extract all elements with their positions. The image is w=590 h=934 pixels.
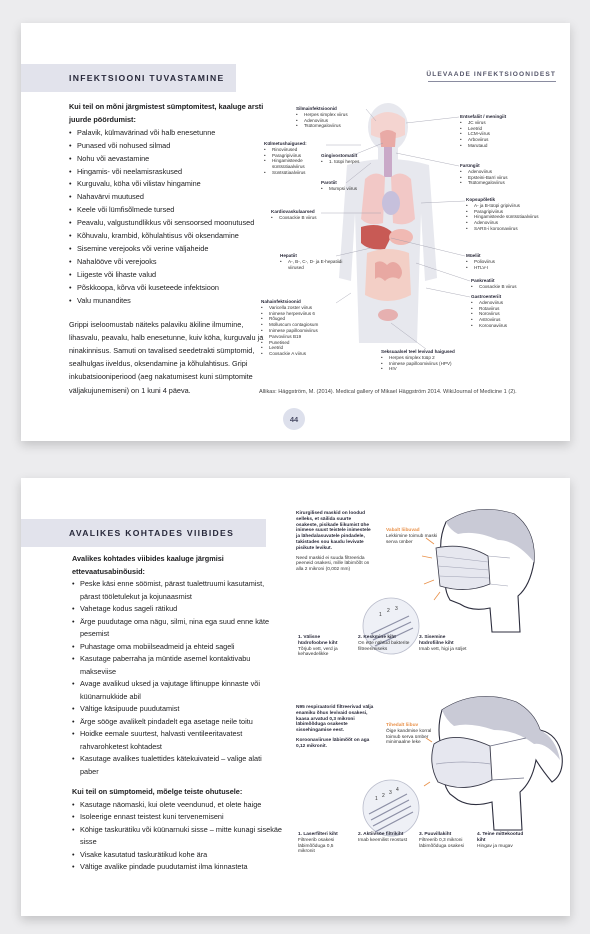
- mask-layer: [419, 635, 471, 652]
- list-item: • Rinoviirused: [264, 147, 332, 153]
- list-item: • Puhastage oma mobiilseadmeid ja ehteid sageli: [72, 641, 282, 654]
- section-title-band: [21, 519, 266, 547]
- page-45: [21, 478, 570, 916]
- list-item: • Hingamisteede süntsütiaalviirus: [264, 158, 332, 170]
- list-item: • Tsütomegaloviirus: [460, 180, 540, 186]
- loose-label: Vabalt liibuvad: [386, 528, 420, 533]
- n95-mask-illustration: [406, 690, 566, 840]
- label-list: [296, 112, 366, 129]
- list-item: • Nohu või aevastamine: [69, 153, 264, 166]
- list-item: • Coxsackie B viirus: [271, 215, 336, 221]
- list-item: • Varicella zoster viirus: [261, 305, 336, 311]
- label-list: [261, 305, 336, 357]
- svg-text:4: 4: [396, 787, 399, 793]
- list-item: • Herpes simplex tüüp 2: [381, 355, 476, 361]
- mask-layer: [358, 635, 410, 652]
- list-item: • Hingamisteede süntsütiaalviirus: [466, 214, 546, 220]
- mask-layer: [358, 832, 410, 844]
- n95-desc: N95 respiraatorid filtreerivad välja enamiku õhus levivaid osakesi, kaasa arvatud 0,3 mikroni läbimõõduga osakeste sissehingamise eest.: [296, 705, 374, 734]
- label-myelitis: [466, 253, 536, 270]
- label-title: Nahainfektsioonid: [261, 299, 301, 304]
- list-item: • Adenoviirus: [466, 220, 546, 226]
- sick-list: [72, 799, 282, 874]
- label-title: Kopsupõletik: [466, 197, 496, 202]
- list-item: • Mumpsi viirus: [321, 186, 371, 192]
- list-item: • Peske käsi enne söömist, pärast tualettruumi kasutamist, pärast tööletulekut ja kojunaasmist: [72, 578, 282, 603]
- label-title: Kardiovaskulaarsed: [271, 209, 315, 214]
- layer-title: 1. Välisne hüdrofoobne kiht: [298, 635, 338, 646]
- list-item: • Kasutage näomaski, kui olete veendunud, et olete haige: [72, 799, 282, 812]
- overview-rule: [428, 81, 556, 82]
- list-item: • LCM-viirus: [460, 131, 540, 137]
- layer-desc: Imab keemilist reostust: [358, 837, 408, 843]
- list-item: • Nahavärvi muutused: [69, 191, 264, 204]
- surgical-text2: Need maskid ei suuda filtreerida peeneid osakesi, mille läbimõõt on alla 2 mikroni (0,002 mm): [296, 555, 370, 573]
- list-item: • Molluscum contagiosum: [261, 322, 336, 328]
- list-item: • Paragripiviirus: [466, 209, 546, 215]
- list-item: • Inimese papilloomiviirus: [261, 328, 336, 334]
- list-item: • Coxsackie A viirus: [261, 351, 336, 357]
- list-item: • Valu munandites: [69, 295, 264, 308]
- symptoms-block: [69, 101, 264, 397]
- label-title: Gastroenteriit: [471, 294, 502, 299]
- body-diagram: [333, 103, 443, 353]
- label-list: [381, 355, 476, 372]
- label-title: Gingivostomatiit: [321, 153, 358, 158]
- surgical-mask-illustration: [406, 500, 556, 640]
- label-pneumonia: [466, 197, 546, 232]
- list-item: • Põskkoopa, kõrva või kuseteede infektsioon: [69, 282, 264, 295]
- precautions-block: [72, 553, 282, 874]
- leak-arrows: [422, 538, 440, 600]
- page-44: [21, 23, 570, 441]
- section-title: AVALIKES KOHTADES VIIBIDES: [69, 528, 235, 538]
- label-title: Parotiit: [321, 180, 337, 185]
- n95-text: [296, 705, 374, 750]
- label-title: Seksuaalsel teel levivad haigused: [381, 349, 455, 354]
- list-item: • Marutaud: [460, 143, 540, 149]
- list-item: • Kasutage paberraha ja müntide asemel kontaktivabu makseviise: [72, 653, 282, 678]
- n95-zoom-circle: [361, 778, 421, 838]
- list-item: • HTLV-I: [466, 265, 536, 271]
- label-list: [321, 186, 371, 192]
- layer-desc: Filtreerib osakesi läbimõõduga 0,5 mikronit: [298, 837, 335, 855]
- list-item: • Inimese papilloomiviirus (HPV): [381, 361, 476, 367]
- n95-mask: [432, 737, 492, 787]
- list-item: • Adenoviirus: [296, 118, 366, 124]
- label-pharyngitis: [460, 163, 540, 186]
- symptoms-intro: Kui teil on mõni järgmistest sümptomitest, kaaluge arsti juurde pöördumist:: [69, 102, 264, 124]
- list-item: • Astroviirus: [471, 317, 541, 323]
- list-item: • Ärge sööge avalikelt pindadelt ega asetage neile toitu: [72, 716, 282, 729]
- layer-desc: Tõrjub vett, verd ja kehavedelikke: [298, 646, 338, 658]
- symptom-list: [69, 127, 264, 308]
- list-item: • Paragripiviirus: [264, 153, 332, 159]
- label-list: [466, 259, 536, 271]
- list-item: • Adenoviirus: [460, 169, 540, 175]
- svg-text:2: 2: [387, 608, 390, 614]
- label-title: Farüngiit: [460, 163, 480, 168]
- layer-title: 3. Puuvillakiht: [419, 832, 452, 837]
- list-item: • Coxsackie B viirus: [471, 284, 541, 290]
- svg-text:1: 1: [375, 796, 378, 802]
- surgical-text: Kirurgilised maskid on loodud selleks, et säilida suurte osakeste, pisikade liikumist ühe inimese suust teistele inimestele ja lähedalasuvatele pindadele, takistades sou kaudu levivate pisikute levikut.: [296, 511, 371, 551]
- layer-title: 4. Teine mittekootud kiht: [477, 832, 524, 843]
- flu-paragraph: Grippi iseloomustab näiteks palaviku äkiline ilmumine, lihasvalu, peavalu, halb enesetunne, kuiv köha, kurguvalu ja ninakinnisus. Samuti on tavalised seedetrakti sümptomid, sealhulgas iiveldus, oksendamine ja kõhulahtisus. Gripi inkubatsiooniperiood (aeg nakatumisest kuni sümptomite väljakujunemiseni) on 1 kuni 4 päeva.: [69, 319, 264, 395]
- list-item: • Köhige taskurätiku või küünarnuki sisse – mitte kunagi sisekäe sisse: [72, 824, 282, 849]
- list-item: • Rõuged: [261, 316, 336, 322]
- list-item: • Herpes simplex viirus: [296, 112, 366, 118]
- sick-intro: Kui teil on sümptomeid, mõelge teiste ohutusele:: [72, 787, 243, 796]
- n95-desc2: Koroonaviiruse läbimõõt on aga 0,12 mikronit.: [296, 737, 370, 749]
- label-list: [271, 215, 336, 221]
- label-list: [460, 169, 540, 186]
- list-item: • Hingamis- või neelamisraskused: [69, 166, 264, 179]
- list-item: • Hoidke eemale suurtest, halvasti ventileeritavatest rahvarohketest kohtadest: [72, 728, 282, 753]
- loose-desc: Lekkimine toimub maski serva ümber: [386, 533, 438, 545]
- list-item: • Noroviirus: [471, 311, 541, 317]
- label-skin-infections: [261, 299, 336, 357]
- list-item: • Sisemine verejooks või verine väljaheide: [69, 243, 264, 256]
- list-item: • Leetrid: [261, 345, 336, 351]
- list-item: • Visake kasutatud taskurätikud kohe ära: [72, 849, 282, 862]
- label-list: [280, 259, 345, 271]
- list-item: • Leetrid: [460, 126, 540, 132]
- mask-layer: [419, 832, 471, 849]
- label-list: [471, 300, 541, 329]
- list-item: • Palavik, külmavärinad või halb enesetunne: [69, 127, 264, 140]
- layer-title: 1. Laserfilteri kiht: [298, 832, 338, 837]
- mask-layer: [298, 635, 350, 658]
- list-item: • Parvoviirus B19: [261, 334, 336, 340]
- label-list: [321, 159, 381, 165]
- list-item: • Ärge puudutage oma nägu, silmi, nina ega suud enne käte pesemist: [72, 616, 282, 641]
- section-title-band: [21, 64, 236, 92]
- list-item: • HIV: [381, 366, 476, 372]
- label-title: Pankreatiit: [471, 278, 495, 283]
- list-item: • JC viirus: [460, 120, 540, 126]
- list-item: • A-, B-, C-, D- ja E-hepatiidi viirused: [280, 259, 345, 271]
- list-item: • Kõhuvalu, krambid, kõhulahtisus või oksendamine: [69, 230, 264, 243]
- list-item: • Peavalu, valgustundlikkus või sensoorsed moonutused: [69, 217, 264, 230]
- tight-desc: Õige kandmise korral toimub serva ümber minimaalne leke: [386, 728, 432, 746]
- layer-desc: Hingav ja mugav: [477, 843, 513, 849]
- label-title: Hepatiit: [280, 253, 297, 258]
- list-item: • Adenoviirus: [471, 300, 541, 306]
- list-item: • SARS-i koroonaviirus: [466, 226, 546, 232]
- label-sti: [381, 349, 476, 372]
- label-title: Entsefaliit / meningiit: [460, 114, 507, 119]
- label-cardiovascular: [271, 209, 336, 221]
- list-item: • Isoleerige ennast teistest kuni tervenemiseni: [72, 811, 282, 824]
- list-item: • Punetised: [261, 340, 336, 346]
- layer-title: 2. Aktiivsöe filtrikiht: [358, 832, 404, 837]
- label-list: [466, 203, 546, 232]
- layer-desc: Imab vett, higi ja süljet: [419, 646, 467, 652]
- list-item: • Süntsütiaalviirus: [264, 170, 332, 176]
- label-list: [460, 120, 540, 149]
- svg-text:2: 2: [382, 793, 385, 799]
- label-title: Külmetushaigused:: [264, 141, 307, 146]
- layer-title: 3. Sisemine hüdrofiilne kiht: [419, 635, 454, 646]
- list-item: • Arboviirus: [460, 137, 540, 143]
- label-encephalitis: [460, 114, 540, 149]
- page-number: 44: [283, 408, 305, 430]
- label-list: [471, 284, 541, 290]
- svg-text:3: 3: [389, 790, 392, 796]
- label-pancreatitis: [471, 278, 541, 290]
- list-item: • 1. tüüpi herpes: [321, 159, 381, 165]
- layer-title: 2. Keskmine kiht: [358, 635, 396, 640]
- label-gingivostomatitis: [321, 153, 381, 165]
- label-gastroenteritis: [471, 294, 541, 329]
- list-item: • A- ja B-tüüpi gripiviirus: [466, 203, 546, 209]
- overview-label: ÜLEVAADE INFEKTSIOONIDEST: [426, 71, 556, 78]
- layer-desc: Filtreerib 0,3 mikroni läbimõõduga osakesi: [419, 837, 465, 849]
- list-item: • Vältige avalike pindade puudutamist ilma kinnasteta: [72, 861, 282, 874]
- label-title: Silmainfektsioonid: [296, 106, 337, 111]
- section-title: INFEKTSIOONI TUVASTAMINE: [69, 73, 225, 83]
- list-item: • Rotaviirus: [471, 306, 541, 312]
- list-item: • Vahetage kodus sageli rätikud: [72, 603, 282, 616]
- svg-text:3: 3: [395, 606, 398, 612]
- list-item: • Keele või lümfisõlmede tursed: [69, 204, 264, 217]
- list-item: • Kasutage avalikes tualettides kätekuivateid – valige alati paber: [72, 753, 282, 778]
- list-item: • Avage avalikud uksed ja vajutage liftinuppe kinnaste või küünarnukkide abil: [72, 678, 282, 703]
- list-item: • Punased või nohused silmad: [69, 140, 264, 153]
- surgical-mask-text: [296, 511, 374, 573]
- label-eye-infections: [296, 106, 366, 129]
- list-item: • Koroonaviirus: [471, 323, 541, 329]
- tight-label: Tihedalt liibuv: [386, 723, 419, 728]
- list-item: • Nahalööve või verejooks: [69, 256, 264, 269]
- list-item: • Kurguvalu, köha või vilistav hingamine: [69, 178, 264, 191]
- svg-text:1: 1: [379, 612, 382, 618]
- figure-caption: Allikas: Häggström, M. (2014). Medical gallery of Mikael Häggström 2014. WikiJournal of Medicine 1 (2).: [259, 389, 517, 395]
- mask-layer: [298, 832, 350, 855]
- label-hepatitis: [280, 253, 345, 270]
- edge-marks: [424, 738, 432, 786]
- precaution-list: [72, 578, 282, 778]
- layer-desc: On ette nähtud bakterite filtreerimiseks: [358, 640, 410, 652]
- precautions-intro: Avalikes kohtades viibides kaaluge järgmisi ettevaatusabinõusid:: [72, 554, 224, 576]
- list-item: • Epsteini-Barri viirus: [460, 175, 540, 181]
- label-parotitis: [321, 180, 371, 192]
- list-item: • Polioviirus: [466, 259, 536, 265]
- list-item: • Tsütomegaloviirus: [296, 123, 366, 129]
- list-item: • Inimese herpesviirus 6: [261, 311, 336, 317]
- label-title: Müeliit: [466, 253, 481, 258]
- mask-layer: [477, 832, 529, 849]
- list-item: • Liigeste või lihaste valud: [69, 269, 264, 282]
- list-item: • Vältige käsipuude puudutamist: [72, 703, 282, 716]
